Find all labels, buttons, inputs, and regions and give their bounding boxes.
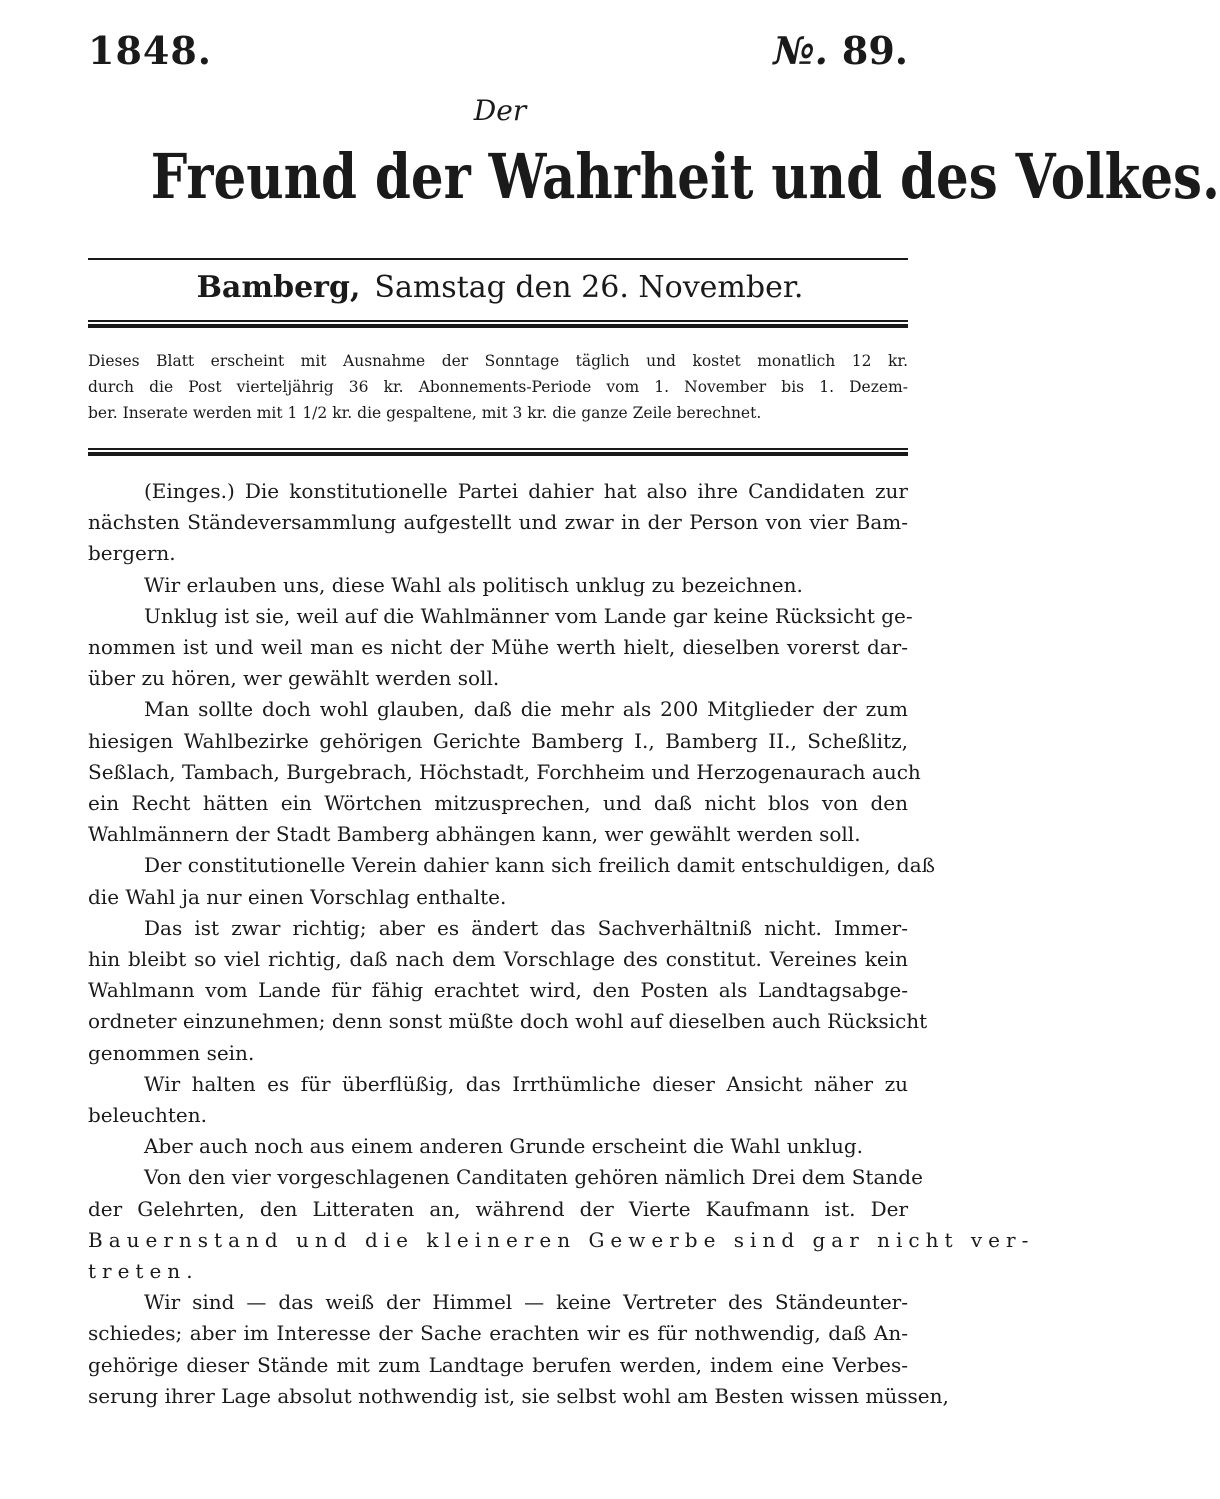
text-line: hin bleibt so viel richtig, daß nach dem Vorschlage des constitut. Vereines kein [88,947,908,972]
notice-line: ber. Inserate werden mit 1 1/2 kr. die gespaltene, mit 3 kr. die ganze Zeile berechnet. [88,404,762,422]
year: 1848. [88,28,212,73]
subscription-notice [88,348,908,426]
text-line: ordneter einzunehmen; denn sonst müßte doch wohl auf dieselben auch Rücksicht [88,1009,928,1034]
text-line: schiedes; aber im Interesse der Sache erachten wir es für nothwendig, daß An- [88,1321,908,1346]
dateline-place: Bamberg, [196,270,361,305]
issue-header [88,28,908,78]
text-line: (Einges.) Die konstitutionelle Partei dahier hat also ihre Candidaten zur [144,479,908,503]
issue-number-block [773,28,908,73]
text-line: Bauernstand und die kleineren Gewerbe sind gar nicht ver- [88,1227,1035,1252]
paragraph [88,694,921,850]
text-line: hiesigen Wahlbezirke gehörigen Gerichte Bamberg I., Bamberg II., Scheßlitz, [88,728,908,753]
text-line: Wir halten es für überflüßig, das Irrthümliche dieser Ansicht näher zu [144,1071,908,1096]
text-line: Der constitutionelle Verein dahier kann sich freilich damit entschuldigen, daß [144,853,936,878]
text-line: Wahlmann vom Lande für fähig erachtet wird, den Posten als Landtagsabge- [88,978,908,1003]
text-line: ein Recht hätten ein Wörtchen mitzusprechen, und daß nicht blos von den [88,791,908,816]
notice-line: durch die Post vierteljährig 36 kr. Abonnements-Periode vom 1. November bis 1. Dezem- [88,378,908,396]
issue-symbol: №. [773,28,828,73]
text-line: Unklug ist sie, weil auf die Wahlmänner vom Lande gar keine Rücksicht ge- [144,603,913,628]
text-line: Man sollte doch wohl glauben, daß die mehr als 200 Mitglieder der zum [144,697,908,722]
dateline-date: Samstag den 26. November. [374,270,804,305]
paragraph [88,1069,908,1131]
text-line: Von den vier vorgeschlagenen Canditaten gehören nämlich Drei dem Stande [144,1165,923,1190]
masthead-title: Freund der Wahrheit und des Volkes. [150,140,1220,213]
text-line: Aber auch noch aus einem anderen Grunde erscheint die Wahl unklug. [144,1134,864,1159]
text-line: serung ihrer Lage absolut nothwendig ist, sie selbst wohl am Besten wissen müssen, [88,1383,949,1408]
article-body [88,476,1035,1412]
text-line: nächsten Ständeversammlung aufgestellt und zwar in der Person von vier Bam- [88,510,908,535]
text-line: Seßlach, Tambach, Burgebrach, Höchstadt, Forchheim und Herzogenaurach auch [88,759,921,784]
paragraph [88,1287,949,1412]
text-line: genommen sein. [88,1040,255,1065]
rule-under-masthead [88,258,908,260]
dateline [0,270,1000,305]
text-line: Wahlmännern der Stadt Bamberg abhängen kann, wer gewählt werden soll. [88,822,861,847]
text-line: Wir erlauben uns, diese Wahl als politisch unklug zu bezeichnen. [144,572,803,597]
paragraph [88,850,936,912]
text-line: nommen ist und weil man es nicht der Mühe werth hielt, dieselben vorerst dar- [88,635,908,660]
paragraph [88,570,908,601]
text-line: über zu hören, wer gewählt werden soll. [88,666,500,691]
rule-under-dateline [88,320,908,328]
masthead-article: Der [473,94,527,127]
text-line: beleuchten. [88,1103,207,1128]
paragraph [88,1162,1035,1287]
rule-under-notice [88,448,908,456]
paragraph [88,601,913,695]
text-line: treten. [88,1259,199,1284]
paragraph [88,476,908,570]
text-line: bergern. [88,541,176,566]
paragraph [88,913,928,1069]
notice-line: Dieses Blatt erscheint mit Ausnahme der Sonntage täglich und kostet monatlich 12 kr. [88,352,908,370]
text-line: gehörige dieser Stände mit zum Landtage berufen werden, indem eine Verbes- [88,1352,908,1377]
issue-number: 89. [841,28,908,73]
text-line: der Gelehrten, den Litteraten an, während der Vierte Kaufmann ist. Der [88,1196,908,1221]
paragraph [88,1131,908,1162]
text-line: Das ist zwar richtig; aber es ändert das Sachverhältniß nicht. Immer- [144,915,908,940]
text-line: die Wahl ja nur einen Vorschlag enthalte. [88,884,507,909]
text-line: Wir sind — das weiß der Himmel — keine Vertreter des Ständeunter- [144,1290,908,1315]
